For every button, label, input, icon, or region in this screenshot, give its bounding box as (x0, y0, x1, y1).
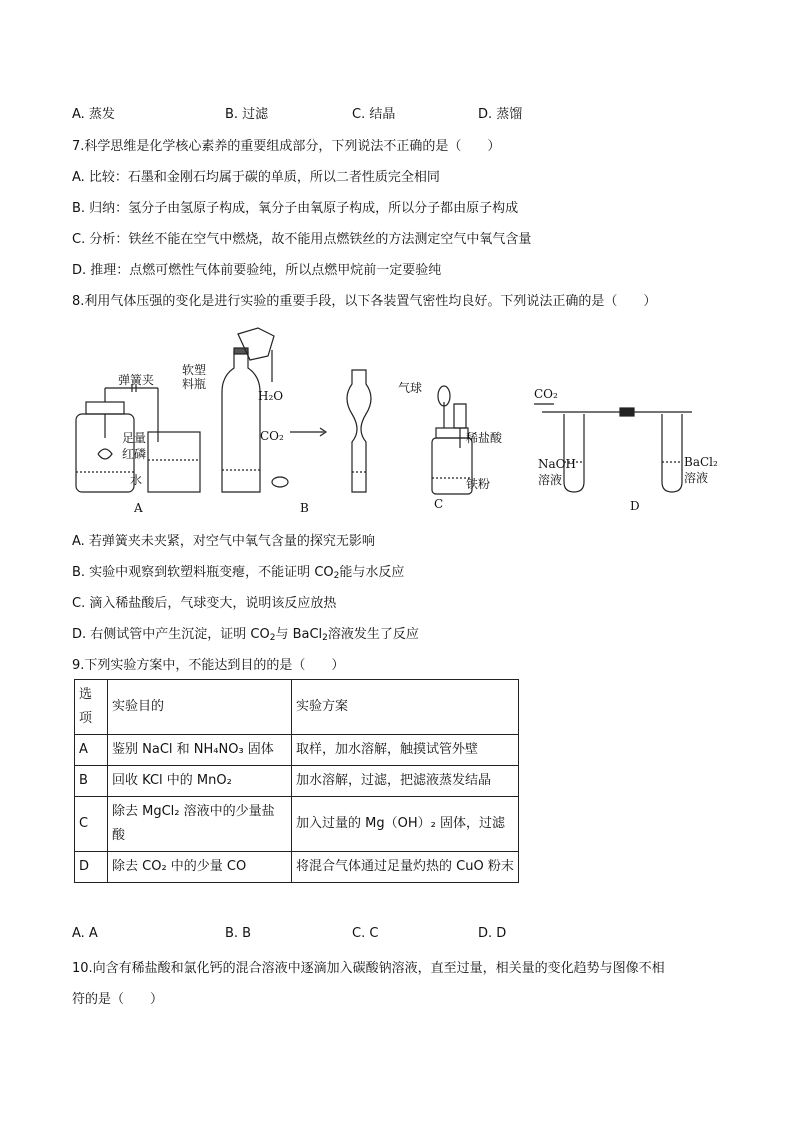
row-plan: 取样，加水溶解，触摸试管外壁 (292, 735, 519, 766)
table-row (75, 852, 519, 883)
q8-apparatus-figure (72, 322, 762, 518)
stopper-a (86, 402, 124, 414)
table-row (75, 766, 519, 797)
q6-option-b: B. 过滤 (225, 107, 269, 122)
q9-option-d: D. D (478, 926, 507, 941)
row-option: D (75, 852, 108, 883)
label-a: A (134, 501, 143, 515)
row-goal: 回收 KCl 中的 MnO₂ (108, 766, 292, 797)
q7-option-a: A. 比较：石墨和金刚石均属于碳的单质，所以二者性质完全相同 (72, 170, 440, 185)
label-b: B (300, 501, 309, 515)
label-naoh-1: NaOH (538, 457, 576, 471)
label-bacl2-1: BaCl₂ (684, 455, 718, 469)
row-option: C (75, 797, 108, 852)
label-bottle-2: 料瓶 (182, 377, 207, 391)
label-bottle-1: 软塑 (182, 363, 207, 377)
q6-option-a: A. 蒸发 (72, 107, 115, 122)
q6-option-c: C. 结晶 (352, 107, 396, 122)
table-row (75, 735, 519, 766)
label-c: C (434, 497, 444, 511)
q7-option-b: B. 归纳：氢分子由氢原子构成，氧分子由氧原子构成，所以分子都由原子构成 (72, 201, 519, 216)
q9-option-b: B. B (225, 926, 252, 941)
bottle-b-crushed (347, 370, 371, 492)
label-clamp: 弹簧夹 (118, 373, 155, 387)
q8-option-b: B. 实验中观察到软塑料瓶变瘪，不能证明 $CO_2$能与水反应 (72, 565, 405, 581)
label-co2-b: CO₂ (260, 429, 284, 443)
bottle-b (222, 352, 260, 492)
dropper-funnel (454, 404, 466, 428)
label-red-p-2: 红磷 (122, 447, 147, 461)
q9-stem: 9.下列实验方案中，不能达到目的的是（ ） (72, 658, 345, 673)
q6-option-d: D. 蒸馏 (478, 107, 523, 122)
q10-stem-line-1: 10.向含有稀盐酸和氯化钙的混合溶液中逐滴加入碳酸钠溶液，直至过量，相关量的变化趋势与图像不相 (72, 961, 665, 976)
header-option: 选项 (75, 680, 108, 735)
q8-option-d: D. 右侧试管中产生沉淀，证明 $CO_2$与 BaCl$_2$溶液发生了反应 (72, 627, 419, 643)
label-d: D (630, 499, 640, 513)
row-plan: 加入过量的 Mg（OH）₂ 固体，过滤 (292, 797, 519, 852)
q7-stem: 7.科学思维是化学核心素养的重要组成部分，下列说法不正确的是（ ） (72, 139, 501, 154)
q7-option-d: D. 推理：点燃可燃性气体前要验纯，所以点燃甲烷前一定要验纯 (72, 263, 442, 278)
row-goal: 鉴别 NaCl 和 NH₄NO₃ 固体 (108, 735, 292, 766)
q8-stem: 8.利用气体压强的变化是进行实验的重要手段，以下各装置气密性均良好。下列说法正确的是（ ） (72, 294, 657, 309)
label-iron: 铁粉 (466, 477, 491, 491)
q9-table (74, 679, 519, 883)
label-balloon: 气球 (398, 381, 423, 395)
burning-spoon (98, 449, 112, 459)
header-plan: 实验方案 (292, 680, 519, 735)
row-goal: 除去 MgCl₂ 溶液中的少量盐酸 (108, 797, 292, 852)
table-header-row (75, 680, 519, 735)
row-plan: 将混合气体通过足量灼热的 CuO 粉末 (292, 852, 519, 883)
label-water: 水 (130, 473, 143, 487)
beaker-pour (238, 328, 274, 360)
label-red-p-1: 足量 (122, 431, 147, 445)
row-plan: 加水溶解，过滤，把滤液蒸发结晶 (292, 766, 519, 797)
q10-stem-line-2: 符的是（ ） (72, 992, 164, 1007)
row-option: A (75, 735, 108, 766)
label-co2-d: CO₂ (534, 387, 558, 401)
table-row (75, 797, 519, 852)
q8-option-a: A. 若弹簧夹未夹紧，对空气中氧气含量的探究无影响 (72, 534, 375, 549)
row-option: B (75, 766, 108, 797)
q7-option-c: C. 分析：铁丝不能在空气中燃烧，故不能用点燃铁丝的方法测定空气中氧气含量 (72, 232, 532, 247)
test-tube-bacl2 (662, 414, 682, 492)
header-goal: 实验目的 (108, 680, 292, 735)
q9-option-c: C. C (352, 926, 379, 941)
label-h2o: H₂O (258, 389, 284, 403)
q8-option-c: C. 滴入稀盐酸后，气球变大，说明该反应放热 (72, 596, 337, 611)
label-bacl2-2: 溶液 (684, 471, 709, 485)
test-tube-naoh (564, 414, 584, 492)
label-naoh-2: 溶液 (538, 473, 563, 487)
q9-option-a: A. A (72, 926, 98, 941)
row-goal: 除去 CO₂ 中的少量 CO (108, 852, 292, 883)
beaker-a (148, 432, 200, 492)
label-acid: 稀盐酸 (466, 431, 503, 445)
